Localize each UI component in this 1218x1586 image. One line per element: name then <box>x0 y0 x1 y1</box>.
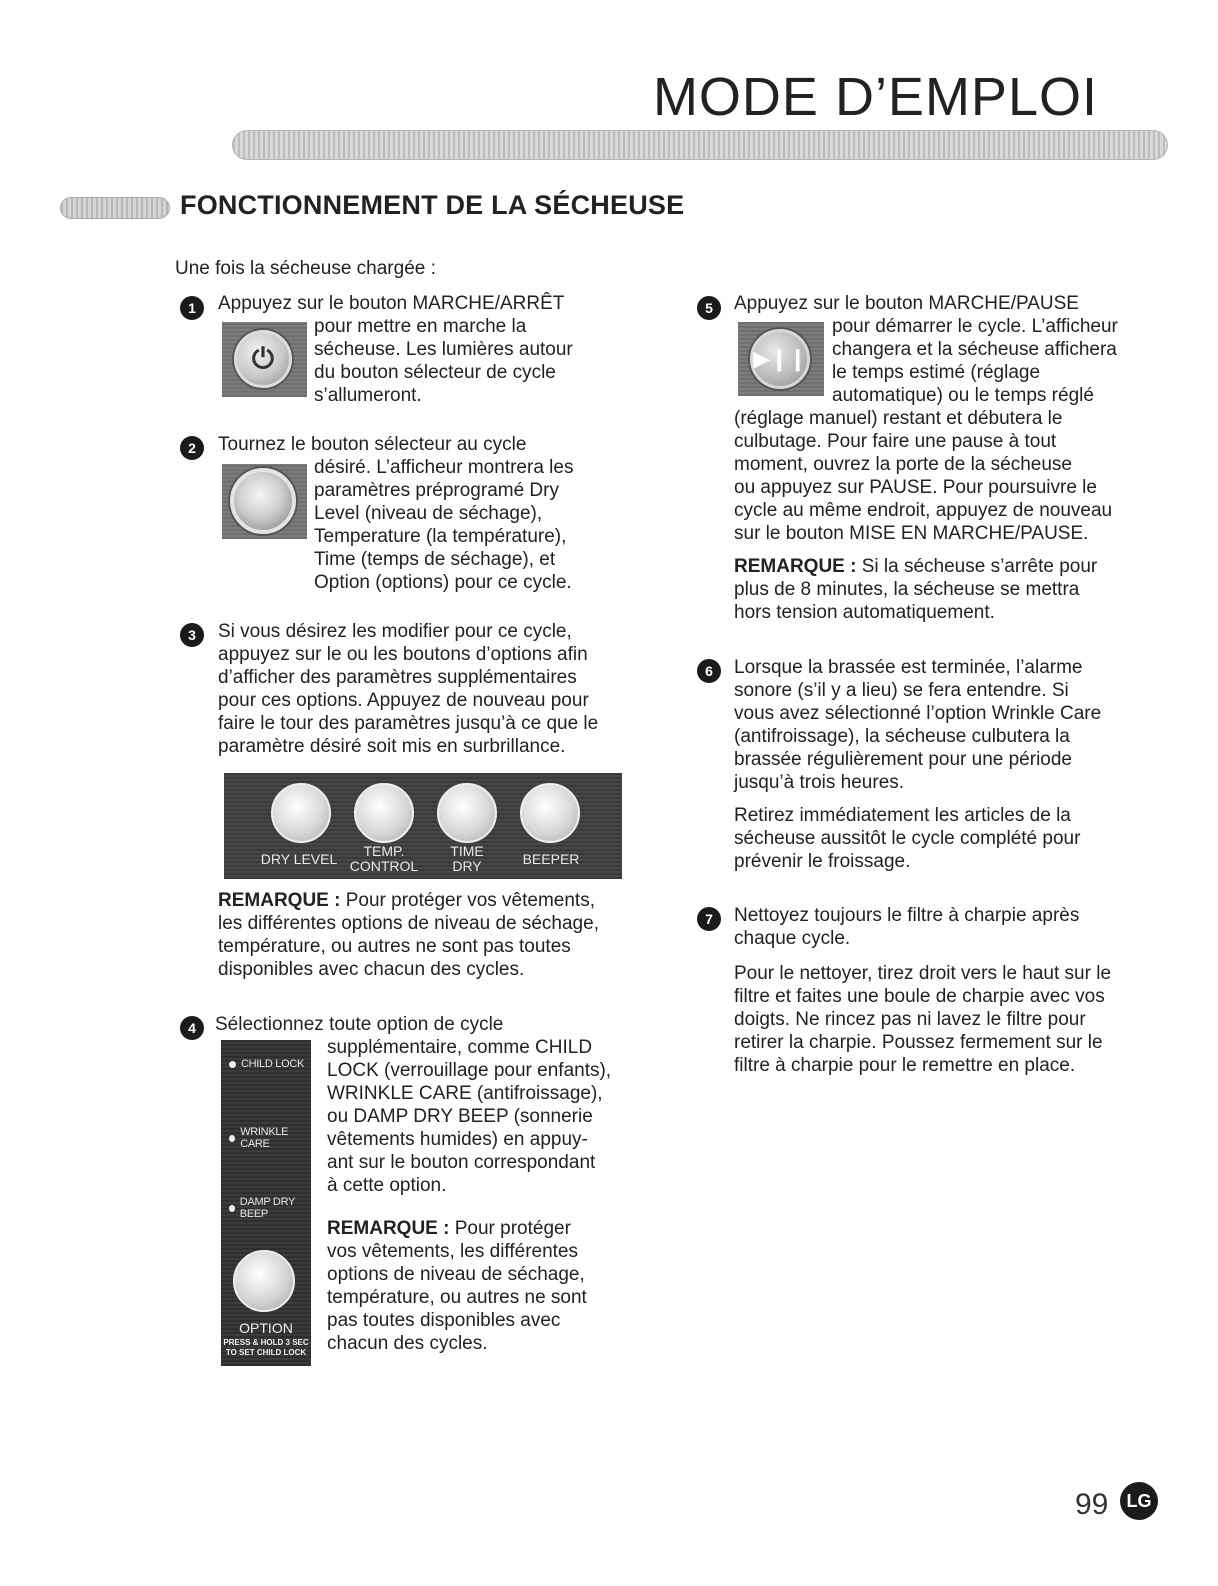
note-label: REMARQUE : <box>734 556 857 577</box>
note-3-line: les différentes options de niveau de séchage, <box>218 913 599 934</box>
panel-label-dry: DRY <box>452 858 482 874</box>
note-5-line <box>734 556 1097 579</box>
play-pause-icon: ▶❙❙ <box>750 329 810 389</box>
step-6-line: sonore (s’il y a lieu) se fera entendre. Si <box>734 680 1069 701</box>
step-6-line: jusqu’à trois heures. <box>734 772 905 793</box>
header-decorative-bar <box>232 130 1168 160</box>
child-lock-indicator: CHILD LOCK <box>229 1058 304 1070</box>
step-3-line: paramètre désiré soit mis en surbrillance. <box>218 736 566 757</box>
control-panel-photo <box>224 773 622 879</box>
start-pause-button-photo <box>738 322 824 396</box>
step-2-line: Tournez le bouton sélecteur au cycle <box>218 434 527 455</box>
power-icon: ⏻ <box>234 330 292 388</box>
option-strip-photo <box>221 1040 311 1366</box>
panel-label-dry-level: DRY LEVEL <box>260 851 338 867</box>
note-5-text: Si la sécheuse s’arrête pour <box>861 556 1098 577</box>
note-4-line: pas toutes disponibles avec <box>327 1310 561 1331</box>
wrinkle-care-indicator: WRINKLE CARE <box>229 1126 311 1150</box>
step-4-line: ant sur le bouton correspondant <box>327 1152 596 1173</box>
note-label: REMARQUE : <box>327 1218 450 1239</box>
step-6-line: brassée régulièrement pour une période <box>734 749 1072 770</box>
note-3-line <box>218 890 595 913</box>
step-7-line: Nettoyez toujours le filtre à charpie après <box>734 905 1080 926</box>
note-4-line: options de niveau de séchage, <box>327 1264 585 1285</box>
dry-level-button-icon <box>271 783 331 843</box>
indicator-dot-icon <box>229 1135 235 1142</box>
step-6-extra-line: sécheuse aussitôt le cycle complété pour <box>734 828 1081 849</box>
step-6-extra-line: prévenir le froissage. <box>734 851 911 872</box>
step-1-line: du bouton sélecteur de cycle <box>314 362 556 383</box>
note-4-line: vos vêtements, les différentes <box>327 1241 578 1262</box>
note-3-line: disponibles avec chacun des cycles. <box>218 959 525 980</box>
note-5-line: hors tension automatiquement. <box>734 602 995 623</box>
step-1-line: pour mettre en marche la <box>314 316 527 337</box>
step-5-line: pour démarrer le cycle. L’afficheur <box>832 316 1118 337</box>
section-decorative-pill <box>60 197 170 219</box>
option-button-icon <box>233 1250 295 1312</box>
step-2-line: Level (niveau de séchage), <box>314 503 543 524</box>
step-5-line: ou appuyez sur PAUSE. Pour poursuivre le <box>734 477 1097 498</box>
step-3-line: d’afficher des paramètres supplémentaires <box>218 667 577 688</box>
note-3-line: température, ou autres ne sont pas toutes <box>218 936 571 957</box>
option-hint-2: TO SET CHILD LOCK <box>225 1348 307 1357</box>
note-3-text: Pour protéger vos vêtements, <box>345 890 595 911</box>
step-2-line: paramètres préprogramé Dry <box>314 480 559 501</box>
indicator-dot-icon <box>229 1205 235 1212</box>
step-6-line: (antifroissage), la sécheuse culbutera la <box>734 726 1070 747</box>
cycle-dial-photo <box>222 464 307 539</box>
step-number-7: 7 <box>697 907 721 931</box>
step-3-line: Si vous désirez les modifier pour ce cycle, <box>218 621 572 642</box>
step-7-extra-line: doigts. Ne rincez pas ni lavez le filtre pour <box>734 1009 1086 1030</box>
step-number-3: 3 <box>180 623 204 647</box>
step-4-line: supplémentaire, comme CHILD <box>327 1037 593 1058</box>
panel-label-temp: TEMP. <box>363 843 405 859</box>
power-button-photo <box>222 322 307 397</box>
note-4-line: température, ou autres ne sont <box>327 1287 587 1308</box>
step-2-line: désiré. L’afficheur montrera les <box>314 457 574 478</box>
step-5-line: sur le bouton MISE EN MARCHE/PAUSE. <box>734 523 1089 544</box>
step-7-extra-line: retirer la charpie. Poussez fermement sur le <box>734 1032 1103 1053</box>
step-5-line: automatique) ou le temps réglé <box>832 385 1094 406</box>
step-6-line: vous avez sélectionné l’option Wrinkle Care <box>734 703 1102 724</box>
step-number-2: 2 <box>180 436 204 460</box>
step-5-line: changera et la sécheuse affichera <box>832 339 1117 360</box>
step-4-line: ou DAMP DRY BEEP (sonnerie <box>327 1106 593 1127</box>
step-2-line: Option (options) pour ce cycle. <box>314 572 572 593</box>
step-3-line: appuyez sur le ou les boutons d’options afin <box>218 644 588 665</box>
panel-label-beeper: BEEPER <box>522 851 580 867</box>
step-5-line: le temps estimé (réglage <box>832 362 1041 383</box>
note-label: REMARQUE : <box>218 890 341 911</box>
step-5-line: cycle au même endroit, appuyez de nouveau <box>734 500 1113 521</box>
note-4-line <box>327 1218 571 1241</box>
step-3-line: faire le tour des paramètres jusqu’à ce que le <box>218 713 599 734</box>
step-2-line: Time (temps de séchage), et <box>314 549 556 570</box>
note-5-line: plus de 8 minutes, la sécheuse se mettra <box>734 579 1080 600</box>
step-7-extra-line: filtre à charpie pour le remettre en place. <box>734 1055 1076 1076</box>
indicator-dot-icon <box>229 1061 236 1068</box>
time-dry-button-icon <box>437 783 497 843</box>
panel-label-time: TIME <box>450 843 484 859</box>
step-number-4: 4 <box>180 1016 204 1040</box>
step-1-line: sécheuse. Les lumières autour <box>314 339 573 360</box>
step-2-line: Temperature (la température), <box>314 526 567 547</box>
temp-control-button-icon <box>354 783 414 843</box>
section-title: FONCTIONNEMENT DE LA SÉCHEUSE <box>180 190 685 220</box>
damp-dry-beep-indicator: DAMP DRY BEEP <box>229 1196 311 1220</box>
option-label: OPTION <box>239 1320 293 1336</box>
step-5-line: Appuyez sur le bouton MARCHE/PAUSE <box>734 293 1079 314</box>
cycle-dial-icon <box>230 468 296 534</box>
panel-label-control: CONTROL <box>349 858 419 874</box>
step-number-5: 5 <box>697 296 721 320</box>
step-number-1: 1 <box>180 296 204 320</box>
note-4-text: Pour protéger <box>454 1218 571 1239</box>
step-5-line: culbutage. Pour faire une pause à tout <box>734 431 1057 452</box>
step-7-extra-line: filtre et faites une boule de charpie avec vos <box>734 986 1105 1007</box>
step-7-line: chaque cycle. <box>734 928 851 949</box>
step-4-line: WRINKLE CARE (antifroissage), <box>327 1083 603 1104</box>
step-1-line: Appuyez sur le bouton MARCHE/ARRÊT <box>218 293 565 314</box>
step-4-line: LOCK (verrouillage pour enfants), <box>327 1060 612 1081</box>
beeper-button-icon <box>520 783 580 843</box>
option-hint-1: PRESS & HOLD 3 SEC <box>223 1338 309 1347</box>
lg-logo-icon: LG <box>1120 1482 1158 1520</box>
note-4-line: chacun des cycles. <box>327 1333 488 1354</box>
step-4-line: vêtements humides) en appuy- <box>327 1129 588 1150</box>
step-4-line: à cette option. <box>327 1175 447 1196</box>
page-header-title: MODE D’EMPLOI <box>652 67 1098 127</box>
step-6-line: Lorsque la brassée est terminée, l’alarme <box>734 657 1083 678</box>
step-4-line: Sélectionnez toute option de cycle <box>215 1014 504 1035</box>
step-number-6: 6 <box>697 659 721 683</box>
step-5-line: moment, ouvrez la porte de la sécheuse <box>734 454 1072 475</box>
page-number: 99 <box>1075 1488 1109 1521</box>
step-5-line: (réglage manuel) restant et débutera le <box>734 408 1063 429</box>
step-6-extra-line: Retirez immédiatement les articles de la <box>734 805 1071 826</box>
intro-text: Une fois la sécheuse chargée : <box>175 258 436 279</box>
step-3-line: pour ces options. Appuyez de nouveau pour <box>218 690 589 711</box>
step-7-extra-line: Pour le nettoyer, tirez droit vers le haut sur le <box>734 963 1112 984</box>
step-1-line: s’allumeront. <box>314 385 422 406</box>
